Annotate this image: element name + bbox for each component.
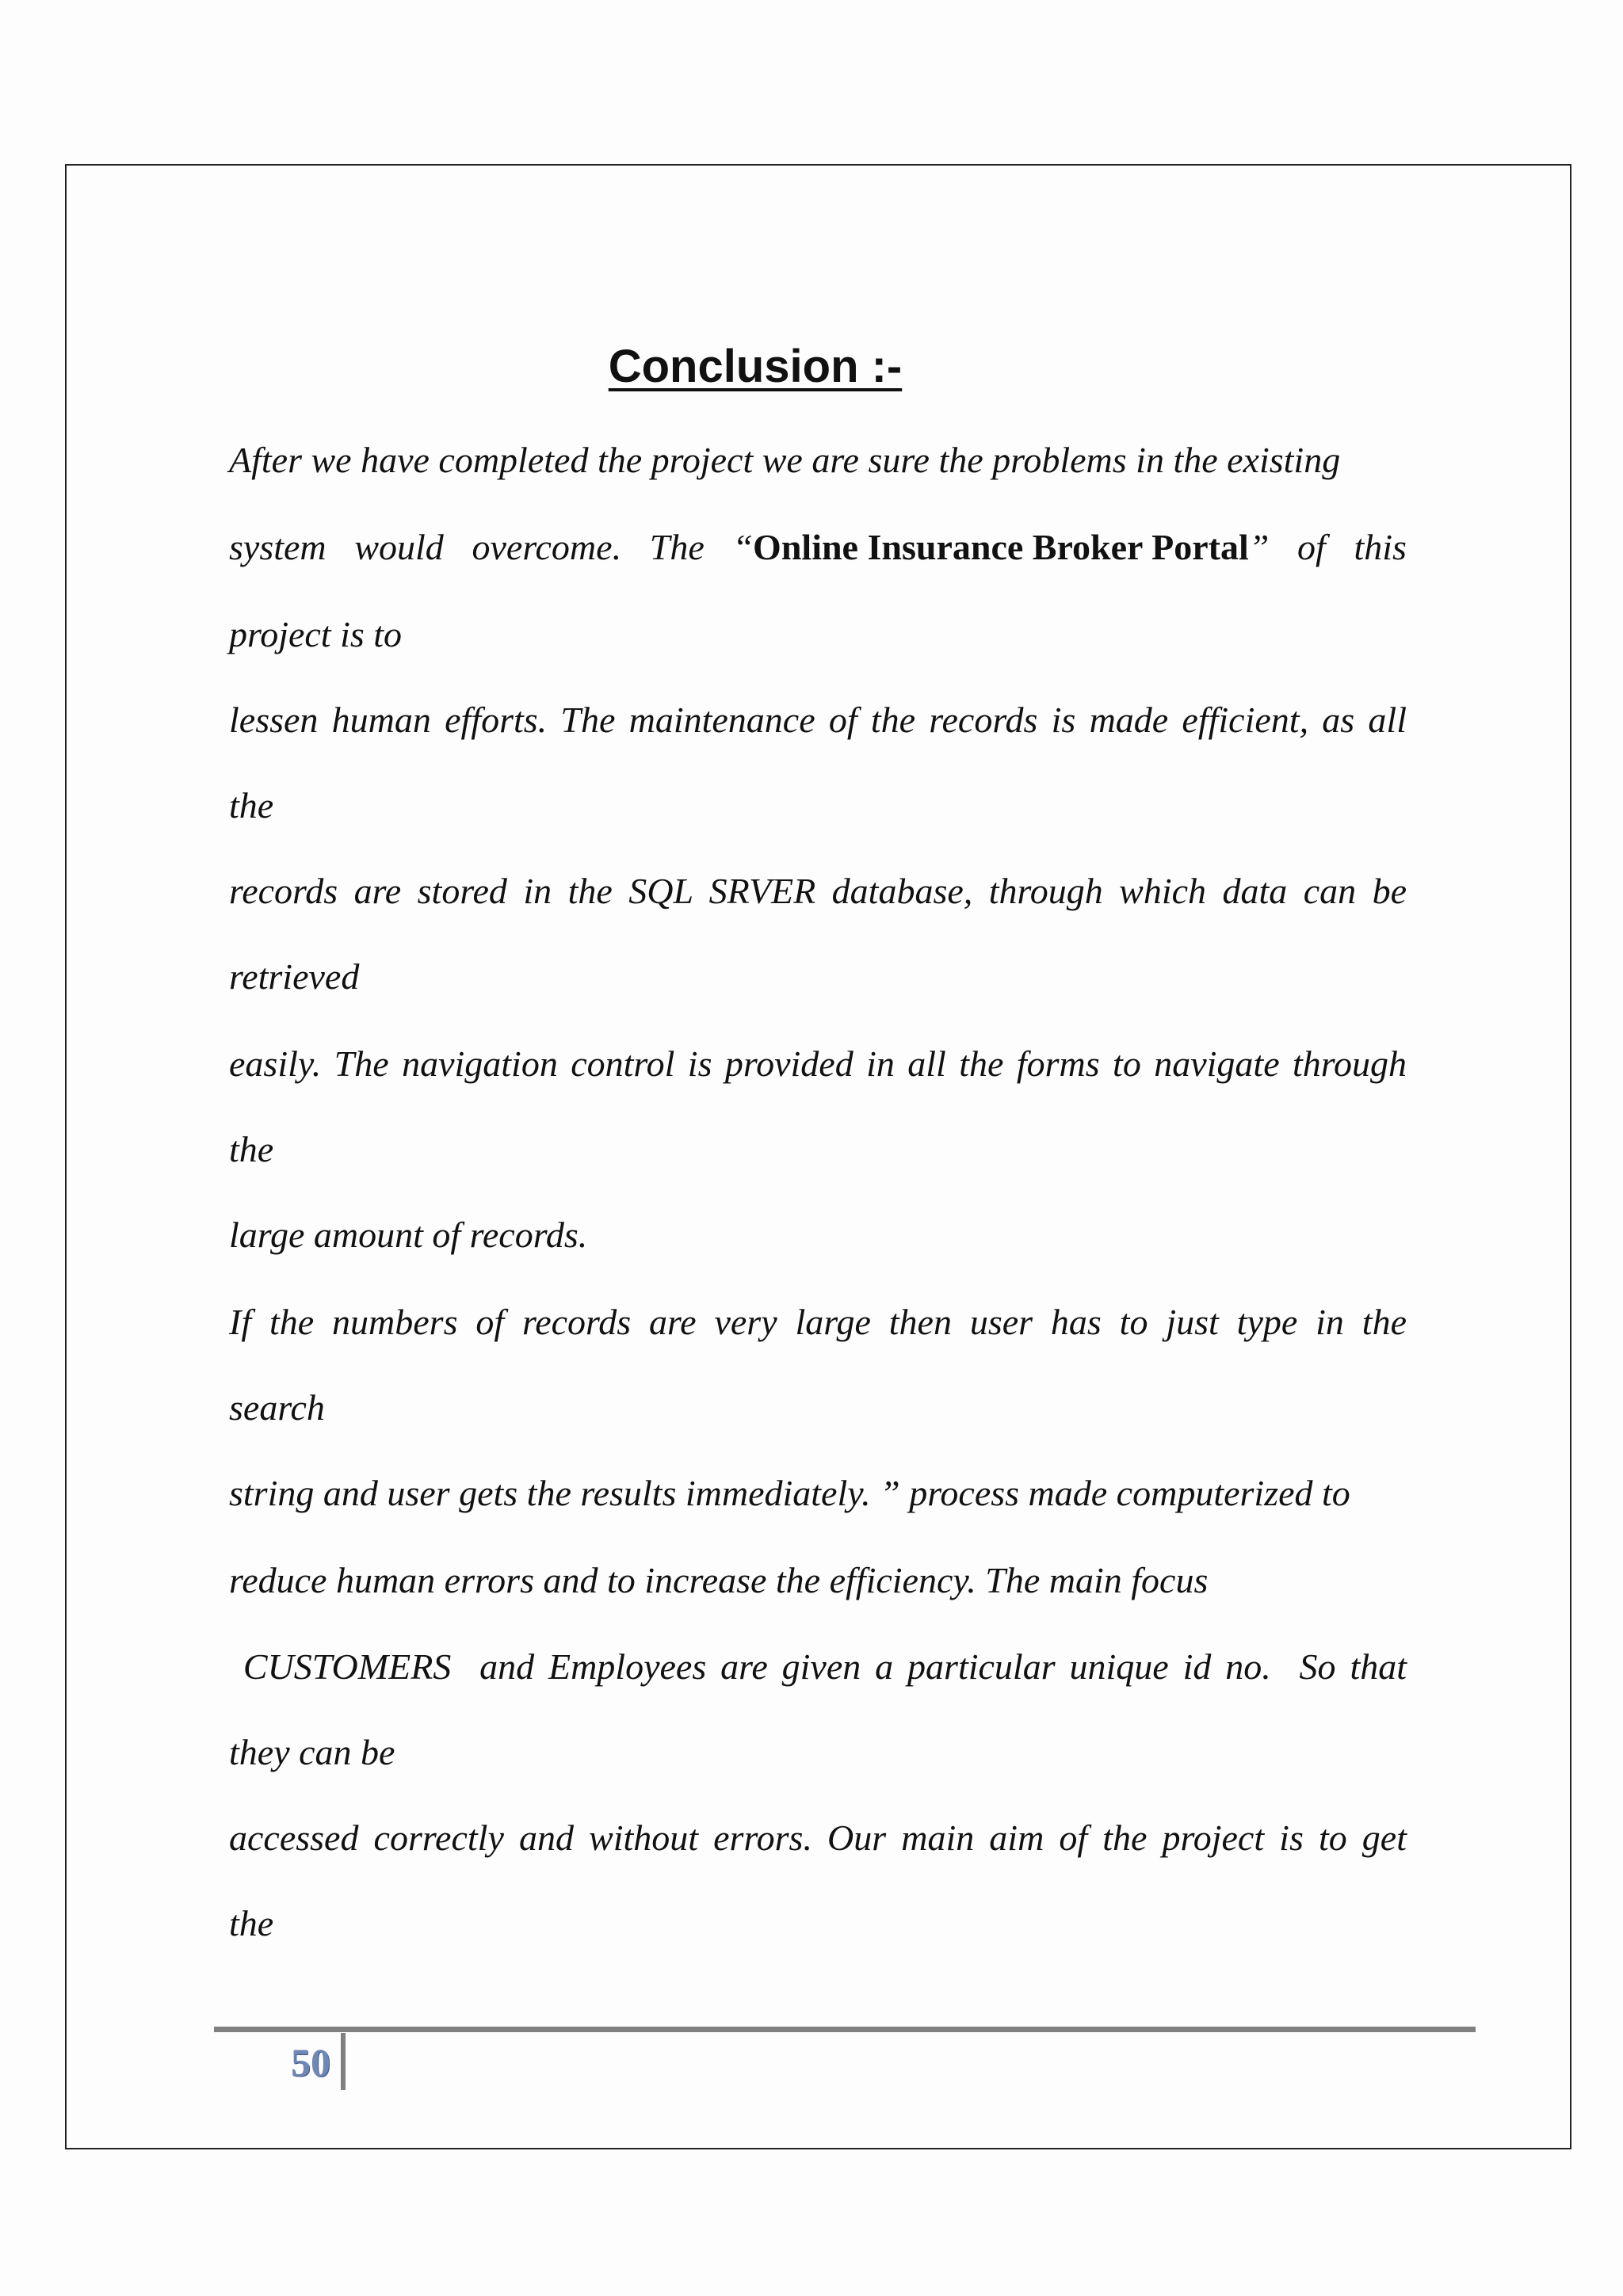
body-line-10: large amount of records. — [229, 1215, 588, 1255]
body-line-16: they can be — [229, 1732, 395, 1772]
page-title — [507, 339, 1003, 395]
page-number: 50 — [291, 2040, 330, 2084]
body-line-11: If the numbers of records are very large then user has to just type in the — [229, 1302, 1407, 1342]
word: The — [649, 527, 705, 567]
footer-rule — [214, 2027, 1476, 2032]
word: system — [229, 527, 327, 567]
body-line-13: string and user gets the results immediately. ” process made computerized to — [229, 1473, 1350, 1513]
body-line-18: the — [229, 1903, 274, 1943]
body-line-5: the — [229, 785, 274, 826]
body-line-14: reduce human errors and to increase the efficiency. The main focus — [229, 1560, 1209, 1600]
project-name: Online Insurance Broker Portal — [753, 527, 1249, 567]
page-number-divider — [341, 2033, 346, 2090]
body-line-17: accessed correctly and without errors. Our main aim of the project is to get — [229, 1817, 1407, 1858]
word: this — [1354, 527, 1407, 567]
body-line-1: After we have completed the project we are sure the problems in the existing — [229, 440, 1341, 480]
conclusion-heading: Conclusion :- — [608, 341, 903, 392]
body-line-12: search — [229, 1387, 325, 1428]
body-line-9: the — [229, 1129, 274, 1169]
body-line-6: records are stored in the SQL SRVER database, through which data can be — [229, 871, 1407, 911]
body-line-7: retrieved — [229, 956, 360, 997]
body-line-3: project is to — [229, 614, 403, 654]
body-line-8: easily. The navigation control is provided in all the forms to navigate through — [229, 1043, 1407, 1084]
word: would — [354, 527, 444, 567]
open-quote: “ — [732, 527, 754, 567]
project-name-phrase — [732, 524, 1269, 571]
body-line-2 — [229, 524, 1407, 571]
word: of — [1297, 527, 1326, 567]
close-quote: ” — [1248, 527, 1270, 567]
body-line-15: CUSTOMERS and Employees are given a particular unique id no. So that — [229, 1646, 1407, 1687]
body-line-4: lessen human efforts. The maintenance of the records is made efficient, as all — [229, 700, 1407, 740]
word: overcome. — [472, 527, 622, 567]
